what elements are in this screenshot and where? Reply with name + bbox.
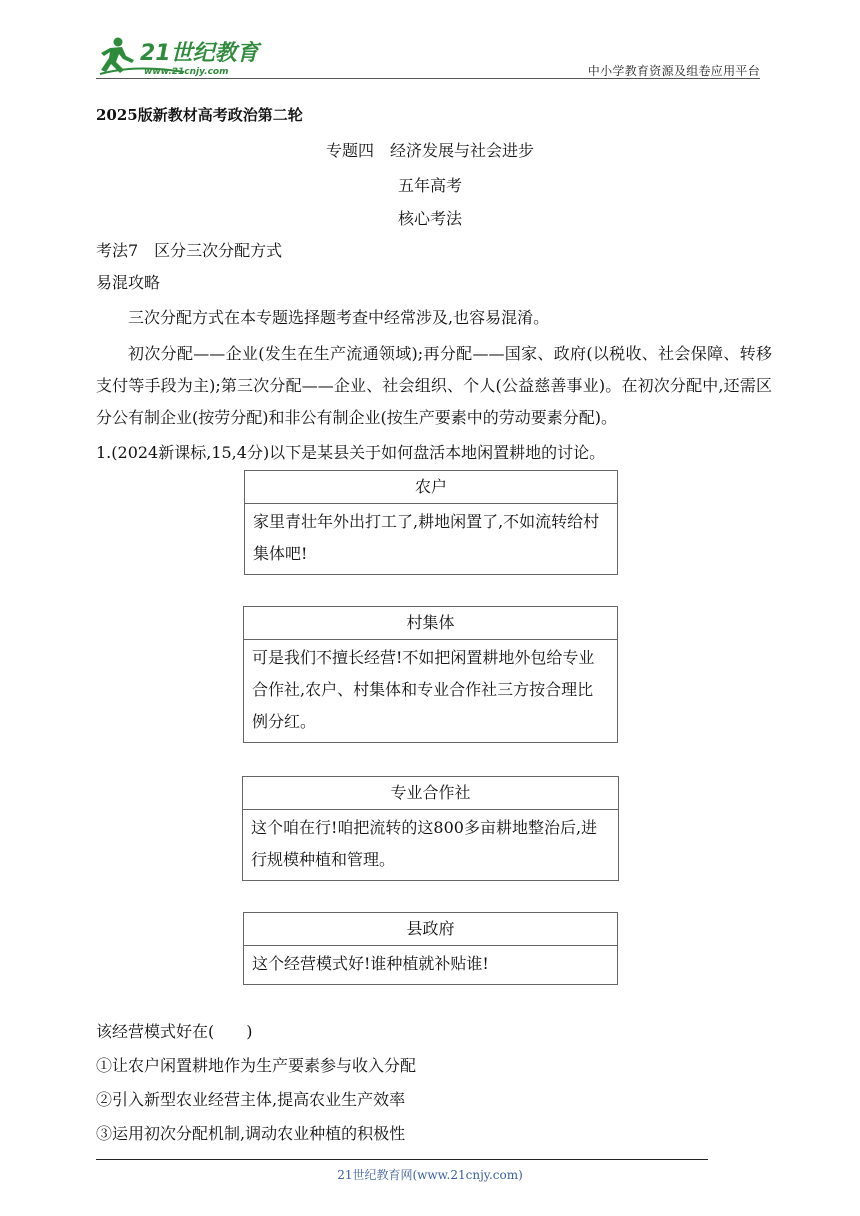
speaker-label: 专业合作社 bbox=[243, 777, 618, 810]
header-divider bbox=[96, 78, 760, 79]
option-3: ③运用初次分配机制,调动农业种植的积极性 bbox=[96, 1124, 406, 1143]
dialogue-box-cooperative bbox=[242, 776, 619, 881]
footer-divider bbox=[96, 1159, 708, 1160]
logo-url: www.21cnjy.com bbox=[144, 67, 229, 77]
dialogue-box-village bbox=[243, 606, 618, 743]
footer-link[interactable]: 21世纪教育网(www.21cnjy.com) bbox=[337, 1168, 523, 1182]
logo-text: 21世纪教育 bbox=[140, 41, 259, 66]
topic-heading: 专题四 经济发展与社会进步 bbox=[325, 141, 534, 160]
page-header bbox=[96, 34, 760, 80]
dialogue-box-county-gov bbox=[243, 912, 618, 985]
doc-title: 2025版新教材高考政治第二轮 bbox=[96, 106, 303, 124]
speaker-label: 村集体 bbox=[244, 607, 617, 640]
paragraph-explanation: 初次分配——企业(发生在生产流通领域);再分配——国家、政府(以税收、社会保障、转移支付等手段为主);第三次分配——企业、社会组织、个人(公益慈善事业)。在初次分配中,还需区分公有制企业(按劳分配)和非公有制企业(按生产要素中的劳动要素分配)。 bbox=[96, 344, 772, 427]
section-heading: 五年高考 bbox=[397, 176, 462, 195]
speech-text: 可是我们不擅长经营!不如把闲置耕地外包给专业合作社,农户、村集体和专业合作社三方按合理比例分红。 bbox=[252, 648, 595, 731]
subsection-heading: 核心考法 bbox=[397, 209, 462, 228]
speaker-label: 农户 bbox=[245, 471, 617, 504]
option-2: ②引入新型农业经营主体,提高农业生产效率 bbox=[96, 1090, 406, 1109]
paragraph-intro: 三次分配方式在本专题选择题考查中经常涉及,也容易混淆。 bbox=[128, 308, 550, 327]
platform-name: 中小学教育资源及组卷应用平台 bbox=[587, 64, 760, 78]
question-prompt: 该经营模式好在( ) bbox=[96, 1022, 253, 1041]
speech-text: 家里青壮年外出打工了,耕地闲置了,不如流转给村集体吧! bbox=[253, 512, 600, 563]
site-logo[interactable] bbox=[96, 34, 266, 78]
method-heading: 考法7 区分三次分配方式 bbox=[96, 241, 283, 260]
runner-logo-icon bbox=[96, 34, 266, 78]
question-stem: 1.(2024新课标,15,4分)以下是某县关于如何盘活本地闲置耕地的讨论。 bbox=[96, 443, 606, 462]
tip-label: 易混攻略 bbox=[96, 273, 161, 292]
speech-text: 这个咱在行!咱把流转的这800多亩耕地整治后,进行规模种植和管理。 bbox=[251, 818, 598, 869]
speaker-label: 县政府 bbox=[244, 913, 617, 946]
speech-text: 这个经营模式好!谁种植就补贴谁! bbox=[252, 954, 489, 973]
option-1: ①让农户闲置耕地作为生产要素参与收入分配 bbox=[96, 1056, 417, 1075]
dialogue-box-farmer bbox=[244, 470, 618, 575]
